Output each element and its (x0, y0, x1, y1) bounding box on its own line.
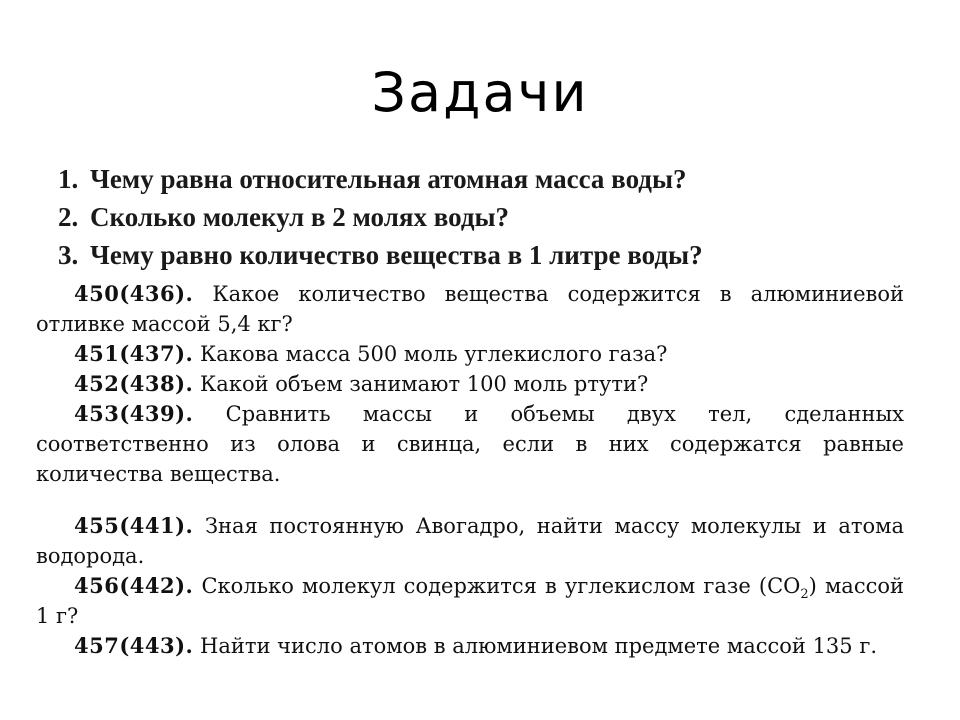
task-number: 1. (58, 164, 79, 194)
problem-text: Какое количество вещества содержится в алюминиевой отливке массой 5,4 кг? (36, 282, 904, 336)
problem-text: Зная постоянную Авогадро, найти массу молекулы и атома водорода. (36, 514, 904, 568)
problem-item (36, 631, 904, 661)
problem-scan (36, 279, 904, 661)
problem-item (36, 339, 904, 369)
problem-item (36, 511, 904, 571)
task-item (58, 198, 703, 236)
page-title: Задачи (371, 61, 589, 124)
problem-number: 450(436). (74, 281, 194, 306)
task-text: Сколько молекул в 2 молях воды? (90, 202, 510, 232)
task-number: 2. (58, 202, 79, 232)
problem-number: 456(442). (74, 573, 194, 598)
task-item (58, 236, 703, 274)
problem-item (36, 399, 904, 489)
problem-text: Сравнить массы и объемы двух тел, сделанных соответственно из олова и свинца, если в них содержатся равные количества вещества. (36, 402, 905, 486)
problem-number: 451(437). (74, 341, 194, 366)
problem-text: Какова масса 500 моль углекислого газа? (200, 342, 668, 366)
problem-number: 457(443). (74, 633, 194, 658)
problem-text-end: ) массой 1 г? (36, 574, 904, 628)
subscript: 2 (800, 587, 809, 603)
task-text: Чему равна относительная атомная масса воды? (90, 164, 687, 194)
problem-text: Найти число атомов в алюминиевом предмете массой 135 г. (200, 634, 877, 658)
problem-number: 452(438). (74, 371, 194, 396)
cropped-line-divider (36, 489, 904, 511)
problem-number: 453(439). (74, 401, 194, 426)
problem-number: 455(441). (74, 513, 194, 538)
problem-text: Какой объем занимают 100 моль ртути? (200, 372, 649, 396)
task-text: Чему равно количество вещества в 1 литре воды? (90, 240, 703, 270)
task-item (58, 160, 703, 198)
task-list (58, 160, 703, 274)
problem-item (36, 279, 904, 339)
problem-text-start: Сколько молекул содержится в углекислом газе (CO (201, 574, 801, 598)
task-number: 3. (58, 240, 79, 270)
problem-item (36, 369, 904, 399)
problem-item (36, 571, 904, 631)
